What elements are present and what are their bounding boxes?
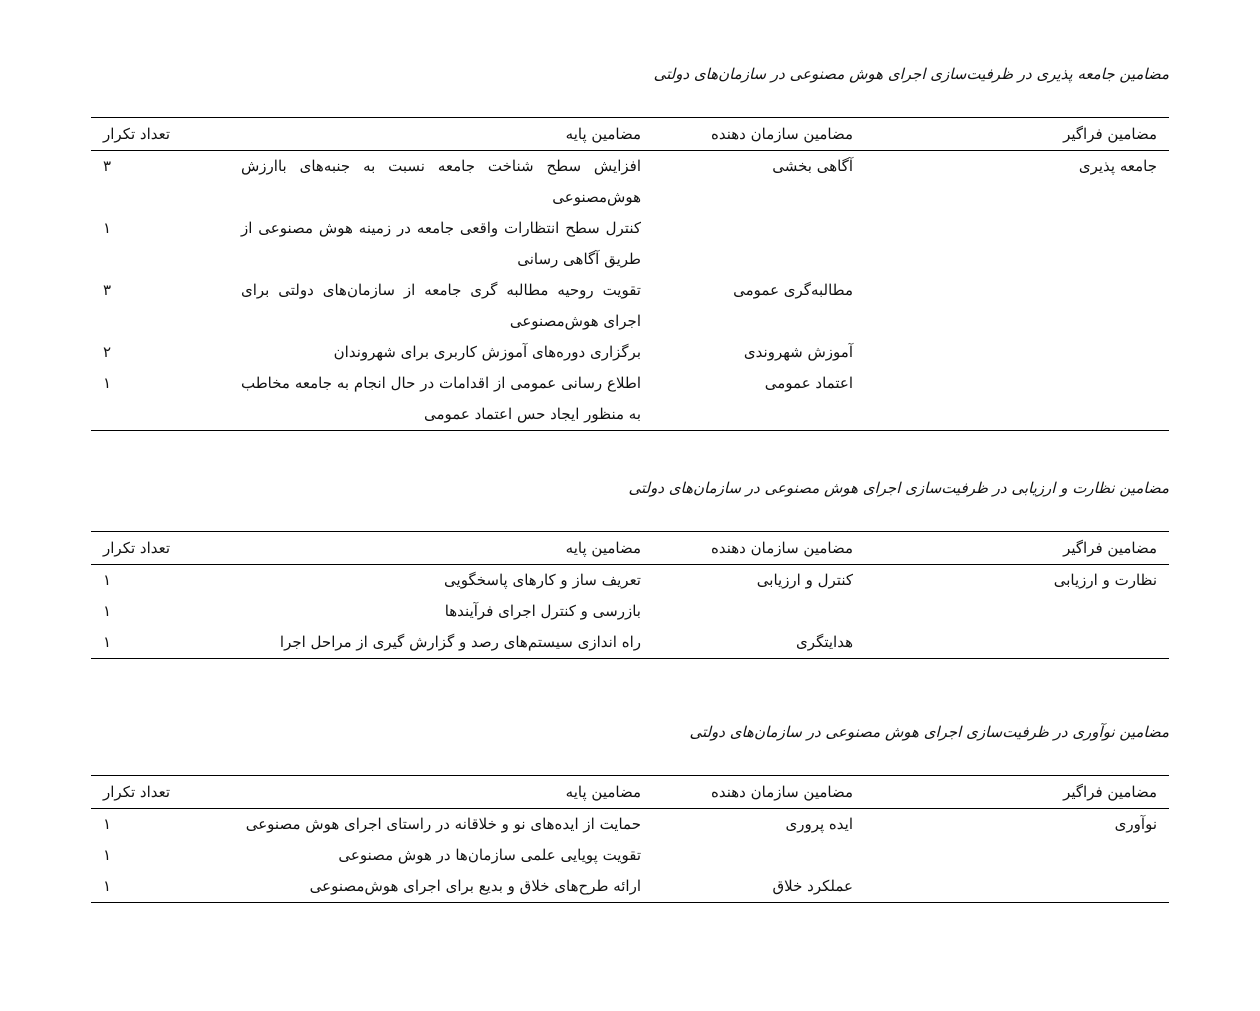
- header-base: مضامین پایه: [565, 539, 641, 557]
- document-page: [91, 0, 1169, 1011]
- cell-base: تقویت پویایی علمی سازمان‌ها در هوش مصنوعی: [338, 846, 641, 864]
- header-comprehensive: مضامین فراگیر: [1063, 783, 1157, 801]
- header-comprehensive: مضامین فراگیر: [1063, 125, 1157, 143]
- cell-base: کنترل سطح انتظارات واقعی جامعه در زمینه هوش مصنوعی از طریق آگاهی رسانی: [241, 219, 641, 268]
- table-row: [91, 151, 1169, 214]
- cell-organizing: آموزش شهروندی: [743, 343, 853, 361]
- cell-organizing: مطالبه‌گری عمومی: [733, 281, 853, 299]
- table-row: [91, 337, 1169, 368]
- header-organizing: مضامین سازمان دهنده: [711, 539, 853, 557]
- cell-organizing: [653, 596, 865, 627]
- table-header-row: [91, 532, 1169, 565]
- cell-count: ۱: [103, 877, 112, 895]
- table-caption-monitoring: مضامین نظارت و ارزیابی در ظرفیت‌سازی اجرای هوش مصنوعی در سازمان‌های دولتی: [628, 479, 1169, 497]
- cell-base: راه اندازی سیستم‌های رصد و گزارش گیری از مراحل اجرا: [279, 633, 641, 651]
- cell-organizing: [653, 213, 865, 275]
- table-row: [91, 840, 1169, 871]
- cell-comprehensive: جامعه پذیری: [1078, 157, 1157, 175]
- header-count: تعداد تکرار: [103, 539, 171, 557]
- cell-comprehensive: [865, 871, 1169, 903]
- cell-organizing: کنترل و ارزیابی: [756, 571, 853, 589]
- table-caption-innovation: مضامین نوآوری در ظرفیت‌سازی اجرای هوش مصنوعی در سازمان‌های دولتی: [689, 723, 1169, 741]
- header-comprehensive: مضامین فراگیر: [1063, 539, 1157, 557]
- header-count: تعداد تکرار: [103, 783, 171, 801]
- cell-organizing: اعتماد عمومی: [764, 374, 853, 392]
- table-row: [91, 368, 1169, 431]
- cell-base: برگزاری دوره‌های آموزش کاربری برای شهروندان: [333, 343, 641, 361]
- cell-comprehensive: [865, 627, 1169, 659]
- cell-count: ۲: [103, 343, 112, 361]
- cell-count: ۱: [103, 571, 112, 589]
- cell-base: اطلاع رسانی عمومی از اقدامات در حال انجام به جامعه مخاطب به منظور ایجاد حس اعتماد عمومی: [241, 374, 641, 423]
- table-header-row: [91, 776, 1169, 809]
- cell-comprehensive: نوآوری: [1114, 815, 1157, 833]
- cell-count: ۱: [103, 374, 112, 392]
- cell-comprehensive: [865, 337, 1169, 368]
- cell-comprehensive: [865, 368, 1169, 431]
- cell-count: ۳: [103, 157, 112, 175]
- cell-organizing: عملکرد خلاق: [772, 877, 853, 895]
- table-row: [91, 213, 1169, 275]
- cell-base: ارائه طرح‌های خلاق و بدیع برای اجرای هوش‌مصنوعی: [309, 877, 641, 895]
- cell-base: حمایت از ایده‌های نو و خلاقانه در راستای اجرای هوش مصنوعی: [245, 815, 641, 833]
- header-count: تعداد تکرار: [103, 125, 171, 143]
- cell-comprehensive: [865, 213, 1169, 275]
- cell-count: ۱: [103, 815, 112, 833]
- table-caption-socialization: مضامین جامعه پذیری در ظرفیت‌سازی اجرای هوش مصنوعی در سازمان‌های دولتی: [653, 65, 1169, 83]
- cell-count: ۱: [103, 602, 112, 620]
- table-innovation: [91, 775, 1169, 903]
- cell-organizing: هدایتگری: [796, 633, 853, 651]
- cell-base: تعریف ساز و کارهای پاسخگویی: [444, 571, 641, 589]
- header-organizing: مضامین سازمان دهنده: [711, 125, 853, 143]
- cell-organizing: ایده پروری: [785, 815, 853, 833]
- cell-comprehensive: [865, 596, 1169, 627]
- table-socialization: [91, 117, 1169, 431]
- cell-organizing: [653, 840, 865, 871]
- table-row: [91, 565, 1169, 597]
- cell-comprehensive: نظارت و ارزیابی: [1053, 571, 1157, 589]
- table-row: [91, 596, 1169, 627]
- cell-count: ۱: [103, 633, 112, 651]
- cell-base: بازرسی و کنترل اجرای فرآیندها: [444, 602, 641, 620]
- header-organizing: مضامین سازمان دهنده: [711, 783, 853, 801]
- table-row: [91, 627, 1169, 659]
- cell-base: تقویت روحیه مطالبه گری جامعه از سازمان‌های دولتی برای اجرای هوش‌مصنوعی: [241, 281, 641, 330]
- header-base: مضامین پایه: [565, 125, 641, 143]
- cell-comprehensive: [865, 275, 1169, 337]
- cell-base: افزایش سطح شناخت جامعه نسبت به جنبه‌های باارزش هوش‌مصنوعی: [241, 157, 641, 206]
- cell-comprehensive: [865, 840, 1169, 871]
- table-header-row: [91, 118, 1169, 151]
- table-row: [91, 871, 1169, 903]
- table-row: [91, 275, 1169, 337]
- cell-count: ۱: [103, 219, 112, 237]
- table-monitoring: [91, 531, 1169, 659]
- cell-count: ۳: [103, 281, 112, 299]
- cell-organizing: آگاهی بخشی: [772, 157, 853, 175]
- cell-count: ۱: [103, 846, 112, 864]
- header-base: مضامین پایه: [565, 783, 641, 801]
- table-row: [91, 809, 1169, 841]
